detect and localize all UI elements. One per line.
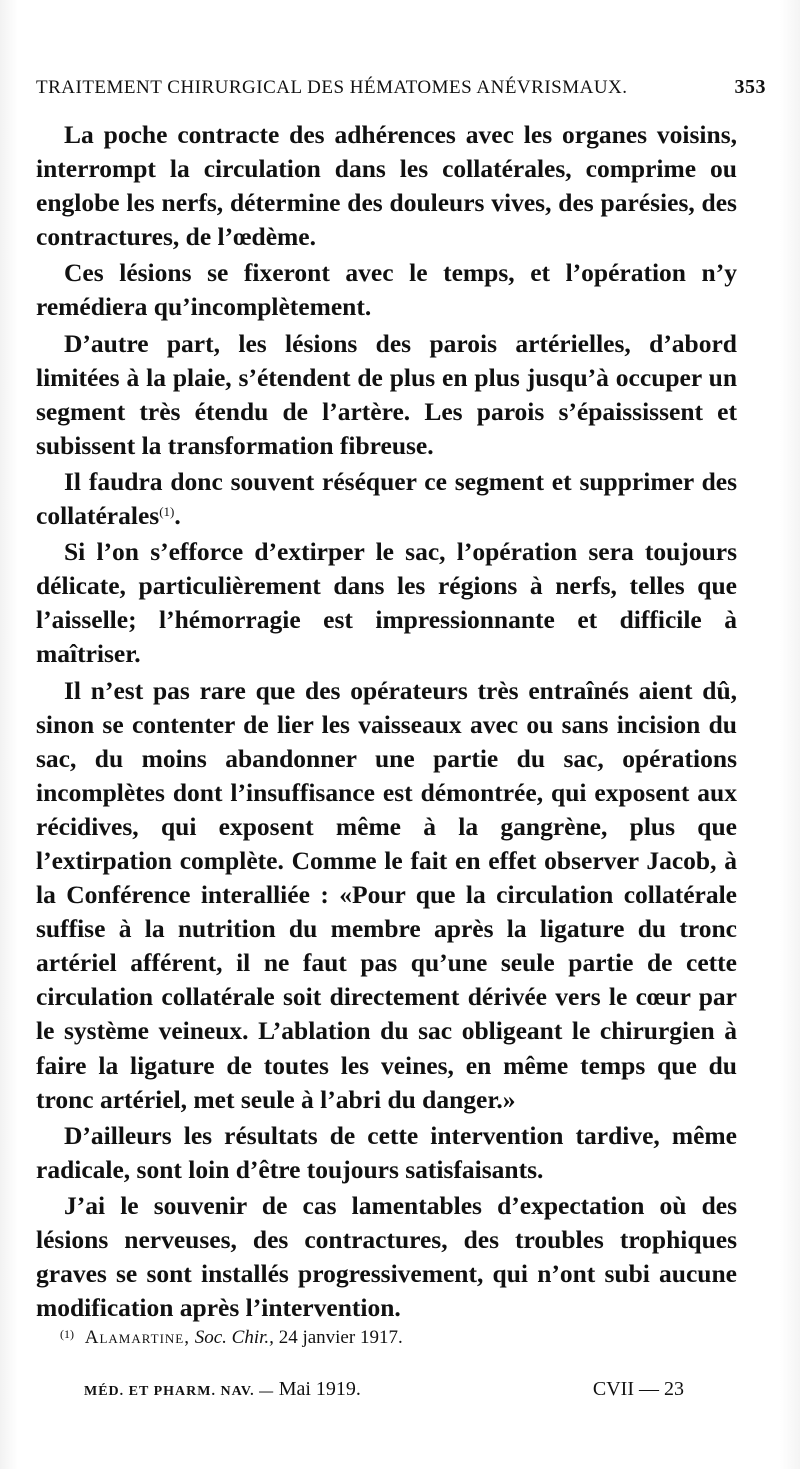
footnote-reference[interactable]: (1) — [159, 504, 175, 520]
paragraph: La poche contracte des adhérences avec les organes voisins, interrompt la circulation dans les collatérales, comprime ou englobe les nerfs, détermine des douleurs vives, des parésies, des contractures, de l’œdème. — [36, 120, 737, 252]
footnote-number: (1) — [60, 1327, 74, 1341]
footer-journal: MÉD. ET PHARM. NAV. — — [84, 1384, 275, 1399]
paragraph-end: . — [174, 501, 181, 531]
running-header — [36, 76, 766, 99]
footer-date: Mai 1919. — [278, 1378, 361, 1400]
footnote-journal: Soc. Chir., — [194, 1327, 274, 1348]
paragraph: D’autre part, les lésions des parois artérielles, d’abord limitées à la plaie, s’étendent de plus en plus jusqu’à occuper un segment très étendu de l’artère. Les parois s’épaississent et subissent la transformation fibreuse. — [36, 328, 737, 460]
footnote — [60, 1327, 740, 1349]
page-number: 353 — [734, 76, 766, 98]
paragraph: Il n’est pas rare que des opérateurs très entraînés aient dû, sinon se contenter de lier les vaisseaux avec ou sans incision du sac, du moins abandonner une partie du sac, opérations incomplètes dont l’insuffisance est démontrée, qui exposent aux récidives, qui exposent même à la gangrène, plus que l’extirpation complète. Comme le fait en effet observer Jacob, à la Conférence interalliée : «Pour que la circulation collatérale suffise à la nutrition du membre après la ligature du tronc artériel afférent, il ne faut pas qu’une seule partie de cette circulation collatérale soit directement dérivée vers le cœur par le système veineux. L’ablation du sac obligeant le chirurgien à faire la ligature de toutes les veines, en même temps que du tronc artériel, met seule à l’abri du danger.» — [36, 675, 737, 1114]
paragraph: D’ailleurs les résultats de cette intervention tardive, même radicale, sont loin d’être toujours satisfaisants. — [36, 1120, 737, 1184]
footer-volume: CVII — 23 — [592, 1378, 684, 1400]
running-title: TRAITEMENT CHIRURGICAL DES HÉMATOMES ANÉVRISMAUX. — [36, 77, 628, 98]
paragraph-text: Il faudra donc souvent réséquer ce segment et supprimer des collatérales — [36, 466, 737, 531]
body-text — [36, 118, 737, 1325]
page-footer — [84, 1378, 684, 1401]
footer-publication — [84, 1378, 361, 1401]
paragraph: Ces lésions se fixeront avec le temps, et l’opération n’y remédiera qu’incomplètement. — [36, 258, 737, 322]
paragraph: Si l’on s’efforce d’extirper le sac, l’opération sera toujours délicate, particulièrement dans les régions à nerfs, telles que l’aisselle; l’hémorragie est impressionnante et difficile à maîtriser. — [36, 537, 737, 669]
footnote-author: Alamartine, — [84, 1327, 190, 1348]
paragraph: J’ai le souvenir de cas lamentables d’expectation où des lésions nerveuses, des contractures, des troubles trophiques graves se sont installés progressivement, qui n’ont subi aucune modification après l’intervention. — [36, 1190, 737, 1323]
paragraph-with-footnote — [36, 465, 737, 533]
footnote-date: 24 janvier 1917. — [278, 1327, 403, 1348]
